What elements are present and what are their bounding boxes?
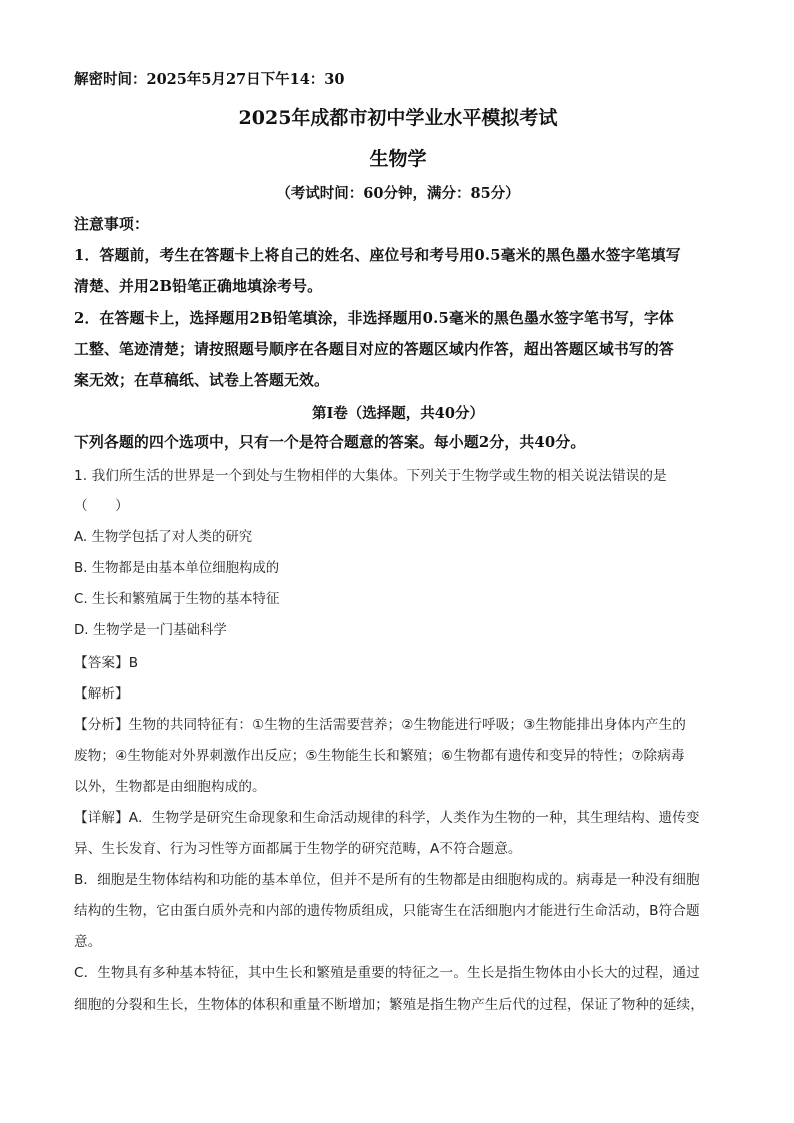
analysis-line: 废物；④生物能对外界刺激作出反应；⑤生物能生长和繁殖；⑥生物都有遗传和变异的特性；⑦除病毒 [74,748,685,764]
analysis-line: 细胞的分裂和生长，生物体的体积和重量不断增加；繁殖是指生物产生后代的过程，保证了物种的延续， [74,997,704,1013]
note-line: 案无效；在草稿纸、试卷上答题无效。 [74,372,329,389]
decrypt-time: 解密时间：2025年5月27日下午14：30 [74,71,345,88]
analysis-line: B．细胞是生物体结构和功能的基本单位，但并不是所有的生物都是由细胞构成的。病毒是一种没有细胞 [74,872,700,888]
note-line: 工整、笔迹清楚；请按照题号顺序在各题目对应的答题区域内作答，超出答题区域书写的答 [74,341,674,358]
option-d: D. 生物学是一门基础科学 [74,623,227,638]
section-title: 第Ⅰ卷（选择题，共40分） [312,405,484,422]
question-stem: 1. 我们所生活的世界是一个到处与生物相伴的大集体。下列关于生物学或生物的相关说法错误的是 [74,468,667,484]
answer-line: 【答案】B [74,655,139,671]
analysis-line: 结构的生物，它由蛋白质外壳和内部的遗传物质组成，只能寄生在活细胞内才能进行生命活动，B符合题 [74,903,700,919]
note-line: 2．在答题卡上，选择题用2B铅笔填涂，非选择题用0.5毫米的黑色墨水签字笔书写，字体 [74,310,674,327]
exam-title: 2025年成都市初中学业水平模拟考试 [238,107,558,129]
option-b: B. 生物都是由基本单位细胞构成的 [74,561,280,576]
analysis-line: 【分析】生物的共同特征有：①生物的生活需要营养；②生物能进行呼吸；③生物能排出身体内产生的 [74,717,686,733]
analysis-line: 以外，生物都是由细胞构成的。 [74,779,266,795]
analysis-line: 【详解】A．生物学是研究生命现象和生命活动规律的科学，人类作为生物的一种，其生理结构、遗传变 [74,810,700,826]
option-c: C. 生长和繁殖属于生物的基本特征 [74,592,280,607]
analysis-line: 意。 [74,934,102,950]
analysis-line: 异、生长发育、行为习性等方面都属于生物学的研究范畴，A不符合题意。 [74,841,522,857]
note-line: 1．答题前，考生在答题卡上将自己的姓名、座位号和考号用0.5毫米的黑色墨水签字笔填写 [74,247,681,264]
analysis-line: C．生物具有多种基本特征，其中生长和繁殖是重要的特征之一。生长是指生物体由小长大的过程，通过 [74,965,700,981]
option-a: A. 生物学包括了对人类的研究 [74,530,253,545]
notes-heading: 注意事项： [74,216,149,233]
note-line: 清楚、并用2B铅笔正确地填涂考号。 [74,278,323,295]
section-instruction: 下列各题的四个选项中，只有一个是符合题意的答案。每小题2分，共40分。 [74,434,586,451]
analysis-label: 【解析】 [74,686,129,702]
exam-info: （考试时间：60分钟，满分：85分） [276,185,520,202]
question-blank: （ ） [74,498,129,514]
subject-title: 生物学 [369,148,427,170]
